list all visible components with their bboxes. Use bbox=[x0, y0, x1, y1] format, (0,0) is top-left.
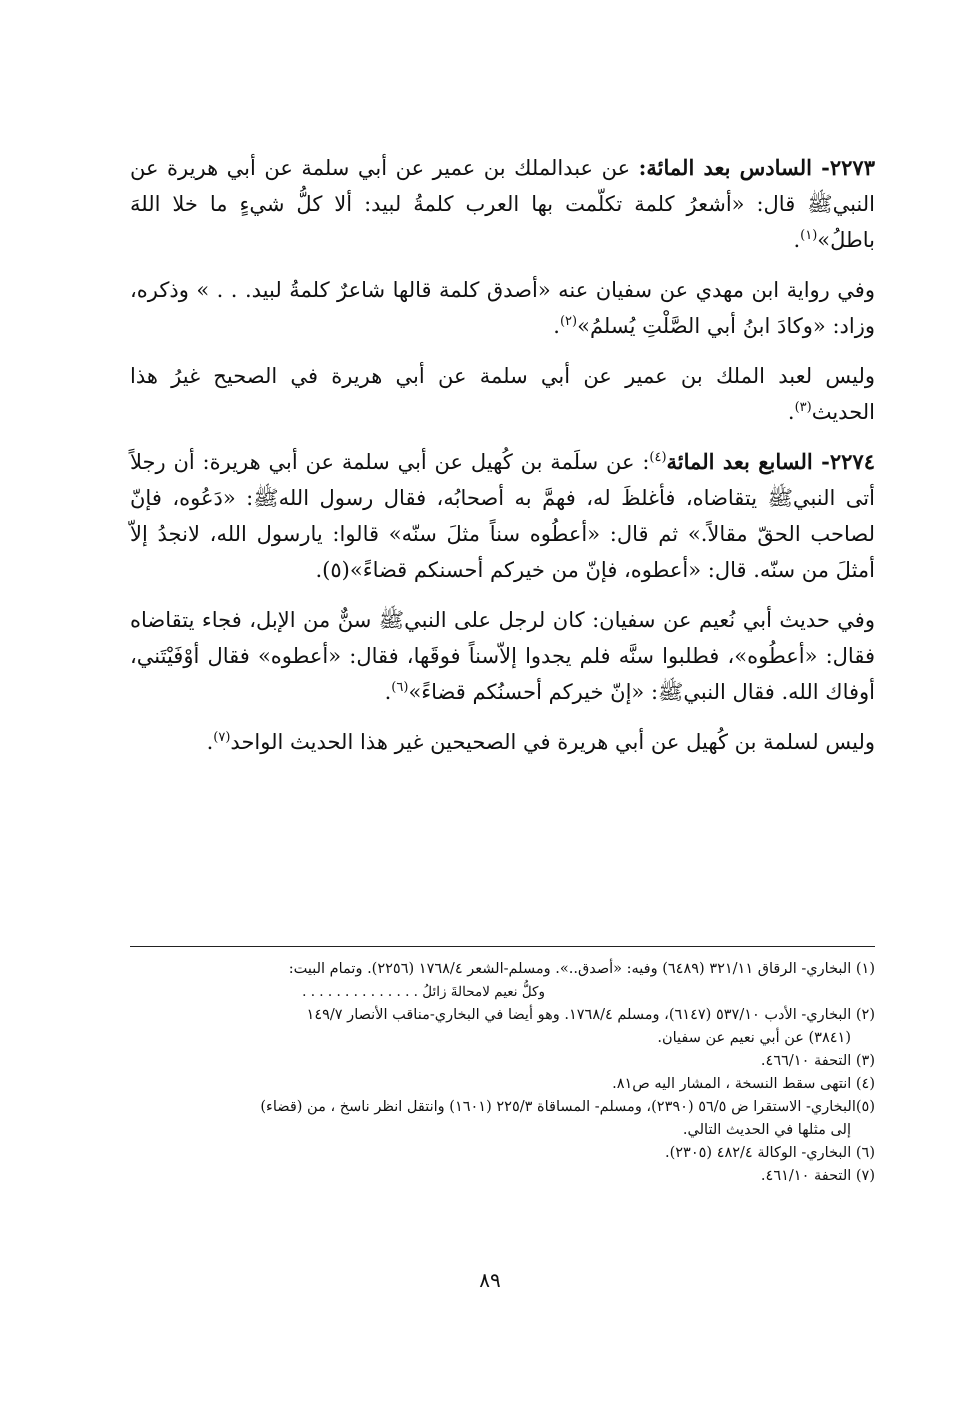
paragraph-salama-note bbox=[130, 724, 875, 760]
paragraph-text: وفي حديث أبي نُعيم عن سفيان: كان لرجل على النبيﷺ سنٌّ من الإبل، فجاء يتقاضاه فقال: «أعطُوه»، فطلبوا سنَّه فلم يجدوا إلاّسناً فوقَها، فقال: «أعطوه» فقال أوْفَيْتَني، أوفاك الله. فقال النبيﷺ: «إنّ خيركم أحسنُكم قضاءً» bbox=[130, 608, 875, 704]
paragraph-text: وفي رواية ابن مهدي عن سفيان عنه «أصدق كلمة قالها شاعرٌ كلمةُ لبيد. . . » وذكره، وزاد: «وكادَ ابنُ أبي الصَّلْتِ يُسلمُ» bbox=[130, 278, 875, 338]
paragraph-abdulmalik-note bbox=[130, 358, 875, 430]
paragraph-ibn-mahdi bbox=[130, 272, 875, 344]
main-text bbox=[130, 150, 875, 774]
footnote-6 bbox=[130, 1142, 875, 1165]
footnote-text: (٧) التحفة ٤٦١/١٠. bbox=[760, 1168, 875, 1184]
paragraph-tail: . bbox=[793, 228, 801, 252]
paragraph-text: : عن سلَمة بن كُهيل عن أبي سلمة عن أبي هريرة: أن رجلاً أتى النبيﷺ يتقاضاه، فأغلظَ له، فهمَّ به أصحابُه، فقال رسول اللهﷺ: «دَعُوه، فإنّ لصاحب الحقّ مقالاً.» ثم قال: «أعطُوه سناً مثلَ سنّه» قالوا: يارسول الله، لانجدُ إلاّ أمثلَ من سنّه. قال: «أعطوه، فإنّ من خيركم أحسنكم قضاءً»(٥). bbox=[130, 450, 875, 582]
footnote-divider bbox=[130, 946, 875, 947]
footnote-ref[interactable]: (٣) bbox=[794, 400, 812, 415]
footnote-5 bbox=[130, 1096, 875, 1142]
footnote-text: (٦) البخاري- الوكالة ٤٨٢/٤ (٢٣٠٥). bbox=[664, 1145, 875, 1161]
footnote-continuation: إلى مثلها في الحديث التالي. bbox=[682, 1122, 851, 1138]
paragraph-text: عن عبدالملك بن عمير عن أبي سلمة عن أبي هريرة عن النبيﷺ قال: «أشعرُ كلمة تكلّمت بها العرب كلمةُ لبيد: ألا كلُّ شيءٍ ما خلا اللهَ باطلُ» bbox=[130, 156, 875, 252]
hadith-heading: ٢٢٧٤- السابع بعد المائة bbox=[666, 449, 875, 474]
paragraph-2273 bbox=[130, 150, 875, 258]
footnote-ref[interactable]: (٤) bbox=[649, 450, 667, 465]
page-number: ٨٩ bbox=[479, 1268, 501, 1292]
footnote-ref[interactable]: (٧) bbox=[213, 730, 231, 745]
footnote-text: (١) البخاري- الرقاق ٣٢١/١١ (٦٤٨٩) وفيه: «أصدق..». ومسلم-الشعر ١٧٦٨/٤ (٢٢٥٦). وتمام البيت: bbox=[288, 961, 875, 977]
footnote-text: (٣) التحفة ٤٦٦/١٠. bbox=[760, 1053, 875, 1069]
paragraph-abu-nuaym bbox=[130, 602, 875, 710]
footnote-ref[interactable]: (٦) bbox=[391, 680, 409, 695]
footnote-text: (٤) انتهى سقط النسخة ، المشار اليه ص٨١. bbox=[612, 1076, 875, 1092]
paragraph-tail: . bbox=[384, 680, 392, 704]
footnote-1 bbox=[130, 958, 875, 1004]
footnote-text: (٢) البخاري- الأدب ٥٣٧/١٠ (٦١٤٧)، ومسلم ١٧٦٨/٤. وهو أيضا في البخاري-مناقب الأنصار ١٤٩/٧ bbox=[306, 1007, 875, 1023]
paragraph-tail: . bbox=[206, 730, 214, 754]
footnote-2 bbox=[130, 1004, 875, 1050]
footnote-continuation: (٣٨٤١) عن أبي نعيم عن سفيان. bbox=[657, 1030, 851, 1046]
footnote-7 bbox=[130, 1165, 875, 1188]
footnote-4 bbox=[130, 1073, 875, 1096]
footnotes bbox=[130, 958, 875, 1188]
footnote-verse: وكلُّ نعيم لامحالةَ زائلُ . . . . . . . . . . . . . . bbox=[302, 984, 545, 1000]
paragraph-2274 bbox=[130, 444, 875, 588]
paragraph-text: وليس لسلمة بن كُهيل عن أبي هريرة في الصحيحين غير هذا الحديث الواحد bbox=[230, 730, 875, 754]
hadith-heading: ٢٢٧٣- السادس بعد المائة: bbox=[638, 155, 875, 180]
footnote-ref[interactable]: (١) bbox=[800, 228, 818, 243]
footnote-ref[interactable]: (٢) bbox=[559, 314, 578, 329]
footnote-3 bbox=[130, 1050, 875, 1073]
paragraph-text: وليس لعبد الملك بن عمير عن أبي سلمة عن أبي هريرة في الصحيح غيرُ هذا الحديث bbox=[130, 364, 875, 424]
paragraph-tail: . bbox=[787, 400, 795, 424]
paragraph-tail: . bbox=[553, 314, 560, 338]
footnote-text: (٥)البخاري- الاستقرا ض ٥٦/٥ (٢٣٩٠)، ومسلم- المساقاة ٢٢٥/٣ (١٦٠١) وانتقل انظر ناسخ ، من (قضاء) bbox=[260, 1099, 875, 1115]
